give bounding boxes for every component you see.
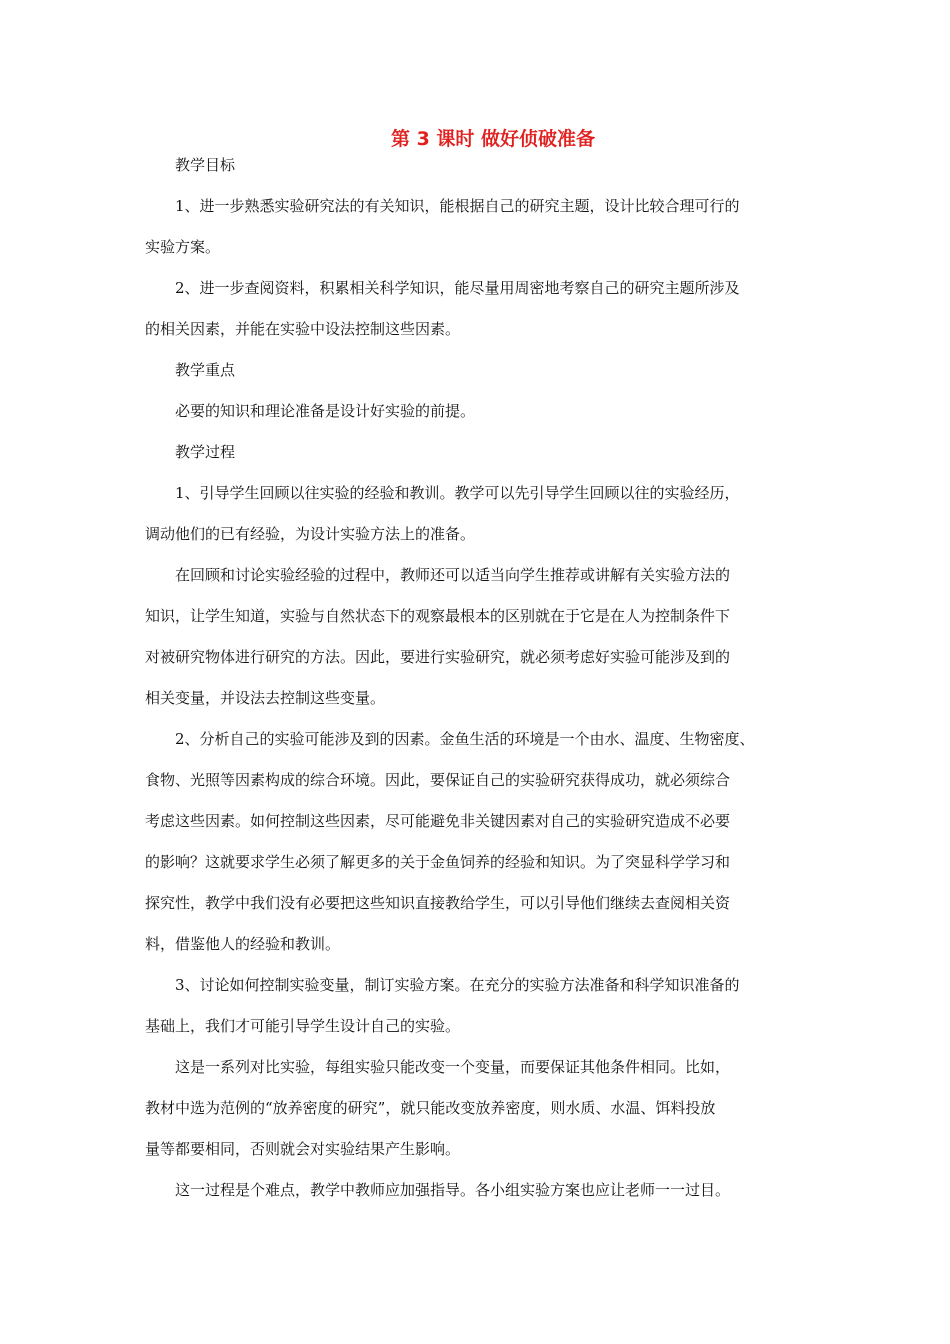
document-body xyxy=(145,145,825,1211)
text-line: 实验方案。 xyxy=(145,238,221,256)
text-line: 探究性，教学中我们没有必要把这些知识直接教给学生，可以引导他们继续去查阅相关资 xyxy=(145,894,731,912)
text-line: 必要的知识和理论准备是设计好实验的前提。 xyxy=(175,402,476,420)
document-title: 第 3 课时 做好侦破准备 xyxy=(390,128,596,150)
text-line: 调动他们的已有经验，为设计实验方法上的准备。 xyxy=(145,525,476,543)
text-line: 教学过程 xyxy=(175,443,236,461)
text-line: 1、引导学生回顾以往实验的经验和教训。教学可以先引导学生回顾以往的实验经历， xyxy=(175,484,740,502)
text-line: 这是一系列对比实验，每组实验只能改变一个变量，而要保证其他条件相同。比如， xyxy=(175,1058,731,1076)
text-line: 这一过程是个难点，教学中教师应加强指导。各小组实验方案也应让老师一一过目。 xyxy=(175,1181,731,1199)
text-line: 的影响？这就要求学生必须了解更多的关于金鱼饲养的经验和知识。为了突显科学学习和 xyxy=(145,853,731,871)
text-line: 教材中选为范例的“放养密度的研究”，就只能改变放养密度，则水质、水温、饵料投放 xyxy=(145,1099,716,1117)
text-line: 2、分析自己的实验可能涉及到的因素。金鱼生活的环境是一个由水、温度、生物密度、 xyxy=(175,730,755,748)
text-line: 食物、光照等因素构成的综合环境。因此，要保证自己的实验研究获得成功，就必须综合 xyxy=(145,771,731,789)
text-line: 相关变量，并设法去控制这些变量。 xyxy=(145,689,386,707)
text-line: 对被研究物体进行研究的方法。因此，要进行实验研究，就必须考虑好实验可能涉及到的 xyxy=(145,648,731,666)
text-line: 教学目标 xyxy=(175,156,236,174)
text-line: 知识，让学生知道，实验与自然状态下的观察最根本的区别就在于它是在人为控制条件下 xyxy=(145,607,731,625)
text-line: 考虑这些因素。如何控制这些因素，尽可能避免非关键因素对自己的实验研究造成不必要 xyxy=(145,812,731,830)
text-line: 的相关因素，并能在实验中设法控制这些因素。 xyxy=(145,320,461,338)
text-line: 量等都要相同，否则就会对实验结果产生影响。 xyxy=(145,1140,461,1158)
text-line: 基础上，我们才可能引导学生设计自己的实验。 xyxy=(145,1017,461,1035)
text-line: 3、讨论如何控制实验变量，制订实验方案。在充分的实验方法准备和科学知识准备的 xyxy=(175,976,740,994)
text-line: 2、进一步查阅资料，积累相关科学知识，能尽量用周密地考察自己的研究主题所涉及 xyxy=(175,279,740,297)
text-line: 在回顾和讨论实验经验的过程中，教师还可以适当向学生推荐或讲解有关实验方法的 xyxy=(175,566,731,584)
text-line: 教学重点 xyxy=(175,361,236,379)
text-line: 1、进一步熟悉实验研究法的有关知识，能根据自己的研究主题，设计比较合理可行的 xyxy=(175,197,740,215)
text-line: 料，借鉴他人的经验和教训。 xyxy=(145,935,341,953)
